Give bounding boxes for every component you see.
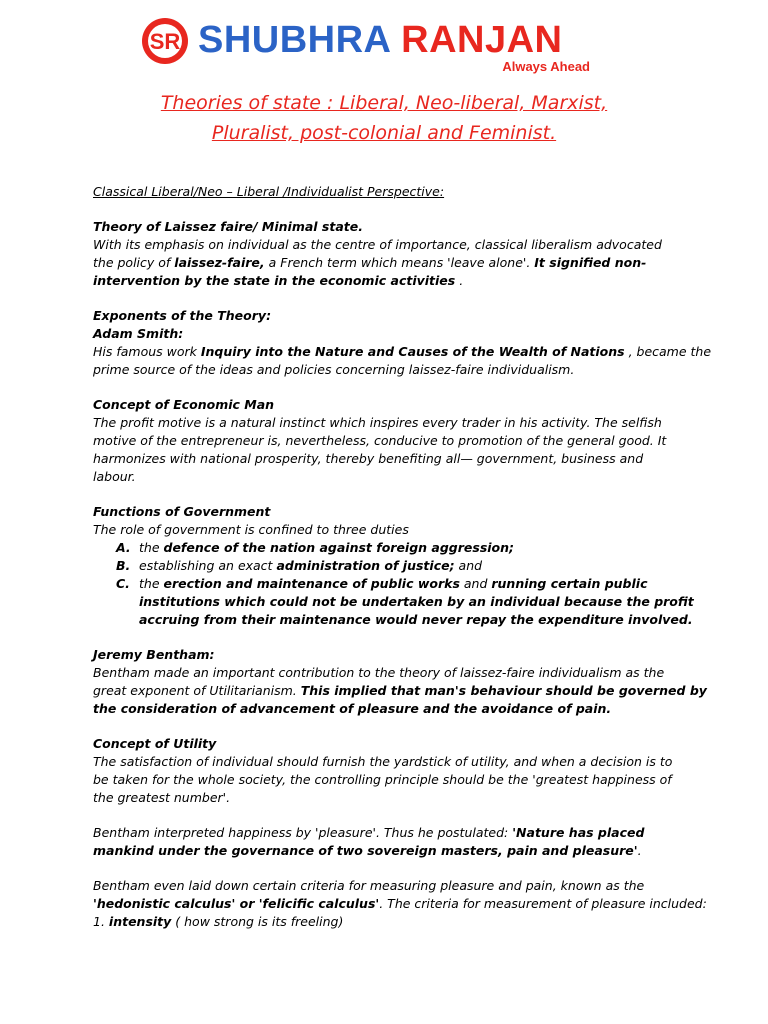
sr-logo-icon	[140, 16, 190, 66]
list-item: C. the erection and maintenance of public works and running certain public	[116, 576, 648, 591]
utility-line: the greatest number'.	[93, 790, 231, 805]
laissez-paragraph-line: intervention by the state in the economic activities .	[93, 273, 464, 288]
list-marker: B.	[116, 558, 131, 573]
adam-smith-paragraph-line: prime source of the ideas and policies concerning laissez-faire individualism.	[93, 362, 575, 377]
economic-man-line: motive of the entrepreneur is, nevertheless, conducive to promotion of the general good. It	[93, 433, 667, 448]
happiness-line: mankind under the governance of two sovereign masters, pain and pleasure'.	[93, 843, 642, 858]
bentham-line: Bentham made an important contribution to the theory of laissez-faire individualism as the	[93, 665, 665, 680]
economic-man-line: harmonizes with national prosperity, thereby benefiting all— government, business and	[93, 451, 644, 466]
list-item: A. the defence of the nation against foreign aggression;	[116, 540, 515, 555]
brand-word-shubhra: SHUBHRA	[198, 19, 391, 61]
calculus-line: 1. intensity ( how strong is its freeling)	[93, 914, 344, 929]
calculus-line: Bentham even laid down certain criteria for measuring pleasure and pain, known as the	[93, 878, 645, 893]
functions-heading: Functions of Government	[93, 504, 271, 519]
utility-line: be taken for the whole society, the controlling principle should be the 'greatest happiness of	[93, 772, 672, 787]
list-item-continuation: institutions which could not be undertaken by an individual because the profit	[139, 594, 694, 609]
utility-line: The satisfaction of individual should furnish the yardstick of utility, and when a decision is to	[93, 754, 673, 769]
section-heading: Classical Liberal/Neo – Liberal /Individualist Perspective:	[93, 184, 445, 199]
bentham-heading: Jeremy Bentham:	[93, 647, 215, 662]
utility-heading: Concept of Utility	[93, 736, 217, 751]
list-marker: A.	[116, 540, 131, 555]
happiness-line: Bentham interpreted happiness by 'pleasure'. Thus he postulated: 'Nature has placed	[93, 825, 645, 840]
bentham-line: great exponent of Utilitarianism. This implied that man's behaviour should be governed by	[93, 683, 707, 698]
document-title	[60, 88, 708, 148]
list-item-continuation: accruing from their maintenance would never repay the expenditure involved.	[139, 612, 693, 627]
adam-smith-heading: Adam Smith:	[93, 326, 184, 341]
svg-text:SR: SR	[149, 29, 181, 54]
list-marker: C.	[116, 576, 130, 591]
brand-word-ranjan: RANJAN	[401, 19, 563, 61]
bentham-line: the consideration of advancement of pleasure and the avoidance of pain.	[93, 701, 612, 716]
list-item: B. establishing an exact administration of justice; and	[116, 558, 483, 573]
calculus-line: 'hedonistic calculus' or 'felicific calculus'. The criteria for measurement of pleasure included:	[93, 896, 707, 911]
adam-smith-paragraph-line: His famous work Inquiry into the Nature and Causes of the Wealth of Nations , became the	[93, 344, 712, 359]
document-body	[93, 183, 712, 931]
functions-intro: The role of government is confined to three duties	[93, 522, 409, 537]
laissez-paragraph-line: the policy of laissez-faire, a French term which means 'leave alone'. It signified non-	[93, 255, 647, 270]
brand-wordmark	[198, 18, 563, 62]
brand-logo	[140, 16, 600, 76]
economic-man-line: The profit motive is a natural instinct which inspires every trader in his activity. The selfish	[93, 415, 662, 430]
brand-tagline: Always Ahead	[502, 59, 590, 74]
economic-man-line: labour.	[93, 469, 136, 484]
exponents-heading: Exponents of the Theory:	[93, 308, 272, 323]
laissez-heading: Theory of Laissez faire/ Minimal state.	[93, 219, 363, 234]
economic-man-heading: Concept of Economic Man	[93, 397, 275, 412]
laissez-paragraph-line: With its emphasis on individual as the centre of importance, classical liberalism advocated	[93, 237, 662, 252]
title-line-1: Theories of state : Liberal, Neo-liberal, Marxist,	[160, 92, 608, 114]
title-line-2: Pluralist, post-colonial and Feminist.	[211, 122, 557, 144]
